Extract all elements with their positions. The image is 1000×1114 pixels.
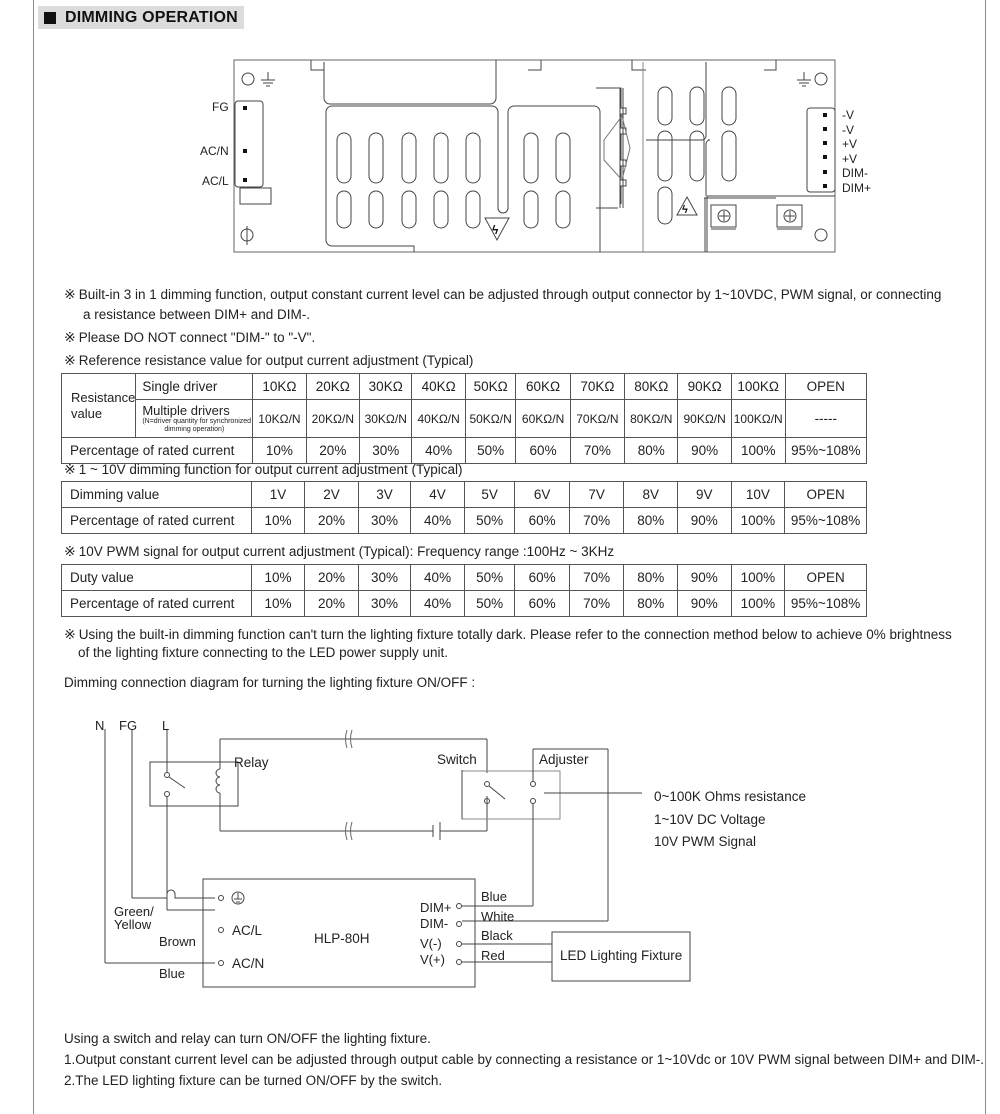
table-cell: 90KΩ xyxy=(678,374,731,400)
table-cell: OPEN xyxy=(785,374,866,400)
wire-label-brown: Brown xyxy=(159,934,196,949)
table-cell: 90% xyxy=(677,508,731,534)
pin-label-fg: FG xyxy=(212,100,229,114)
wire-label-green-yellow: Green/ Yellow xyxy=(114,904,154,932)
section-title: DIMMING OPERATION xyxy=(65,8,238,26)
table-cell: 80% xyxy=(624,565,678,591)
table-cell: 7V xyxy=(569,482,624,508)
note-resistance-heading: ※ Reference resistance value for output current adjustment (Typical) xyxy=(64,352,474,368)
note-builtin-dimming-cont: a resistance between DIM+ and DIM-. xyxy=(83,307,310,322)
note-voltage-heading: ※ 1 ~ 10V dimming function for output current adjustment (Typical) xyxy=(64,461,463,477)
table-cell: 100% xyxy=(731,565,785,591)
note-mark-icon: ※ xyxy=(64,286,76,302)
table-cell: 10% xyxy=(253,438,306,464)
table-cell: 10% xyxy=(251,591,305,617)
table-cell: 100KΩ/N xyxy=(731,400,785,438)
driver-model: HLP-80H xyxy=(314,931,370,946)
note-mark-icon: ※ xyxy=(64,329,76,345)
table-cell: 30% xyxy=(358,591,411,617)
table-cell: 30KΩ/N xyxy=(360,400,412,438)
table-cell: 10% xyxy=(251,508,305,534)
table-cell: 30% xyxy=(360,438,412,464)
table-cell: 40% xyxy=(411,591,465,617)
wire-label-red: Red xyxy=(481,947,505,963)
note-mark-icon: ※ xyxy=(64,352,76,368)
table-cell: 30% xyxy=(358,508,411,534)
table-cell: 70% xyxy=(569,565,624,591)
note-builtin-dimming: ※ Built-in 3 in 1 dimming function, output constant current level can be adjusted through output connector by 1~10VDC, PWM signal, or connecting xyxy=(64,286,942,302)
table-cell: 20% xyxy=(306,438,359,464)
table-cell: 90% xyxy=(678,438,731,464)
table-cell: 80KΩ xyxy=(625,374,678,400)
table-cell: 100% xyxy=(731,591,785,617)
output-pin-labels xyxy=(842,108,871,195)
table-row xyxy=(62,400,867,438)
mains-label-fg: FG xyxy=(119,718,138,733)
table-row xyxy=(62,591,867,617)
pwm-table xyxy=(61,564,867,617)
note-zero-brightness: ※ Using the built-in dimming function can't turn the lighting fixture totally dark. Please refer to the connection method below to achieve 0% brightness xyxy=(64,626,952,642)
wire-label-blue-ac: Blue xyxy=(159,966,186,981)
output-wire-colors xyxy=(481,887,514,965)
table-cell: 10KΩ/N xyxy=(253,400,306,438)
table-cell: 2V xyxy=(305,482,359,508)
terminal-v-minus: V(-) xyxy=(420,936,442,951)
table-cell: 5V xyxy=(464,482,515,508)
table-cell: 40% xyxy=(411,508,465,534)
terminal-v-plus: V(+) xyxy=(420,952,445,967)
adjuster-options xyxy=(654,786,806,854)
pin-label-out-1: -V xyxy=(842,108,854,122)
table-row xyxy=(62,374,867,400)
wiring-diagram xyxy=(0,700,1000,1020)
table-cell: 80KΩ/N xyxy=(625,400,678,438)
table-cell: 70% xyxy=(569,508,624,534)
voltage-table xyxy=(61,481,867,534)
table-cell: 10% xyxy=(251,565,305,591)
table-cell: 100KΩ xyxy=(731,374,785,400)
adjuster-label: Adjuster xyxy=(539,752,589,767)
table-cell: 40% xyxy=(412,438,465,464)
table-cell: 60% xyxy=(515,591,570,617)
svg-text:ϟ: ϟ xyxy=(682,204,688,216)
table-cell: OPEN xyxy=(785,565,867,591)
note-zero-brightness-cont: of the lighting fixture connecting to the LED power supply unit. xyxy=(78,645,448,660)
driver-terminal-acn: AC/N xyxy=(232,956,265,971)
switch-label: Switch xyxy=(437,752,477,767)
pin-label-out-4: +V xyxy=(842,151,858,166)
table-cell: 6V xyxy=(515,482,570,508)
note-do-not-connect: ※ Please DO NOT connect "DIM-" to "-V". xyxy=(64,329,316,345)
table-cell: 95%~108% xyxy=(785,508,867,534)
table-cell: 50KΩ/N xyxy=(465,400,516,438)
table-cell: 50% xyxy=(464,508,515,534)
note-mark-icon: ※ xyxy=(64,543,76,559)
table-cell: 10KΩ xyxy=(253,374,306,400)
footer-line-0: Using a switch and relay can turn ON/OFF the lighting fixture. xyxy=(64,1031,431,1046)
table-cell: 4V xyxy=(411,482,465,508)
table-row xyxy=(62,565,867,591)
table-cell: 60% xyxy=(515,508,570,534)
table-cell: 70KΩ/N xyxy=(570,400,624,438)
footer-line-1: 1.Output constant current level can be adjusted through output cable by connecting a resistance or 1~10Vdc or 10V PWM signal between DIM+ and DIM-. xyxy=(64,1052,985,1067)
row-header-multiple: Multiple drivers (N=driver quantity for synchronized dimming operation) xyxy=(136,400,253,438)
table-cell: 40% xyxy=(411,565,465,591)
table-cell: 60% xyxy=(516,438,570,464)
table-row xyxy=(62,482,867,508)
table-cell: 20KΩ xyxy=(306,374,359,400)
pin-label-acn: AC/N xyxy=(200,144,229,158)
mains-label-n: N xyxy=(95,718,105,733)
driver-output-terminals xyxy=(420,899,451,969)
table-cell: 20KΩ/N xyxy=(306,400,359,438)
table-cell: 60KΩ/N xyxy=(516,400,570,438)
row-header-single: Single driver xyxy=(136,374,253,400)
resistance-table xyxy=(61,373,867,464)
pin-label-acl: AC/L xyxy=(202,174,229,188)
row-header-dimming-value: Dimming value xyxy=(62,482,252,508)
table-cell: 95%~108% xyxy=(785,591,867,617)
table-cell: 60% xyxy=(515,565,570,591)
pin-label-out-5: DIM- xyxy=(842,166,868,180)
table-cell: 100% xyxy=(731,438,785,464)
table-cell: 70% xyxy=(570,438,624,464)
pin-label-out-2: -V xyxy=(842,122,854,137)
table-cell: 60KΩ xyxy=(516,374,570,400)
wire-label-blue: Blue xyxy=(481,889,508,904)
terminal-dim-plus: DIM+ xyxy=(420,900,452,915)
adjuster-option-pwm: 10V PWM Signal xyxy=(654,834,757,849)
table-cell: 90% xyxy=(677,565,731,591)
svg-text:ϟ: ϟ xyxy=(492,223,499,237)
table-cell: 70KΩ xyxy=(570,374,624,400)
footer-line-2: 2.The LED lighting fixture can be turned ON/OFF by the switch. xyxy=(64,1073,443,1088)
led-fixture-label: LED Lighting Fixture xyxy=(560,948,683,963)
table-cell: ----- xyxy=(785,400,866,438)
table-cell: 90KΩ/N xyxy=(678,400,731,438)
table-cell: 1V xyxy=(251,482,305,508)
relay-label: Relay xyxy=(234,755,269,770)
row-header-percentage: Percentage of rated current xyxy=(62,508,252,534)
table-cell: 40KΩ xyxy=(412,374,465,400)
wire-label-black: Black xyxy=(481,928,513,943)
table-cell: 80% xyxy=(625,438,678,464)
table-cell: 90% xyxy=(677,591,731,617)
table-cell: 50KΩ xyxy=(465,374,516,400)
row-header-duty-value: Duty value xyxy=(62,565,252,591)
table-cell: 50% xyxy=(464,591,515,617)
table-cell: 40KΩ/N xyxy=(412,400,465,438)
table-cell: 95%~108% xyxy=(785,438,866,464)
table-cell: 80% xyxy=(624,591,678,617)
terminal-dim-minus: DIM- xyxy=(420,916,449,931)
adjuster-option-resistance: 0~100K Ohms resistance xyxy=(654,789,806,804)
note-mark-icon: ※ xyxy=(64,626,76,642)
row-header-resistance: Resistance value xyxy=(62,374,136,438)
table-cell: 30% xyxy=(358,565,411,591)
pin-label-out-6: DIM+ xyxy=(842,180,872,195)
note-pwm-heading: ※ 10V PWM signal for output current adjustment (Typical): Frequency range :100Hz ~ 3KHz xyxy=(64,543,615,559)
table-cell: 20% xyxy=(305,508,359,534)
table-cell: 50% xyxy=(464,565,515,591)
table-cell: 80% xyxy=(624,508,678,534)
diagram-caption: Dimming connection diagram for turning the lighting fixture ON/OFF : xyxy=(64,675,476,690)
table-cell: 8V xyxy=(624,482,678,508)
row-header-percentage: Percentage of rated current xyxy=(62,438,253,464)
note-mark-icon: ※ xyxy=(64,461,76,477)
row-header-percentage: Percentage of rated current xyxy=(62,591,252,617)
table-cell: 70% xyxy=(569,591,624,617)
table-cell: 9V xyxy=(677,482,731,508)
table-row xyxy=(62,508,867,534)
wire-label-white: White xyxy=(481,908,515,924)
table-cell: 3V xyxy=(358,482,411,508)
mains-label-l: L xyxy=(162,718,170,733)
table-cell: OPEN xyxy=(785,482,867,508)
table-cell: 100% xyxy=(731,508,785,534)
adjuster-option-voltage: 1~10V DC Voltage xyxy=(654,811,766,827)
table-cell: 50% xyxy=(465,438,516,464)
table-cell: 20% xyxy=(305,565,359,591)
pin-label-out-3: +V xyxy=(842,137,858,151)
table-cell: 20% xyxy=(305,591,359,617)
table-cell: 30KΩ xyxy=(360,374,412,400)
table-cell: 10V xyxy=(731,482,785,508)
driver-terminal-acl: AC/L xyxy=(232,923,263,938)
table-row xyxy=(62,438,867,464)
